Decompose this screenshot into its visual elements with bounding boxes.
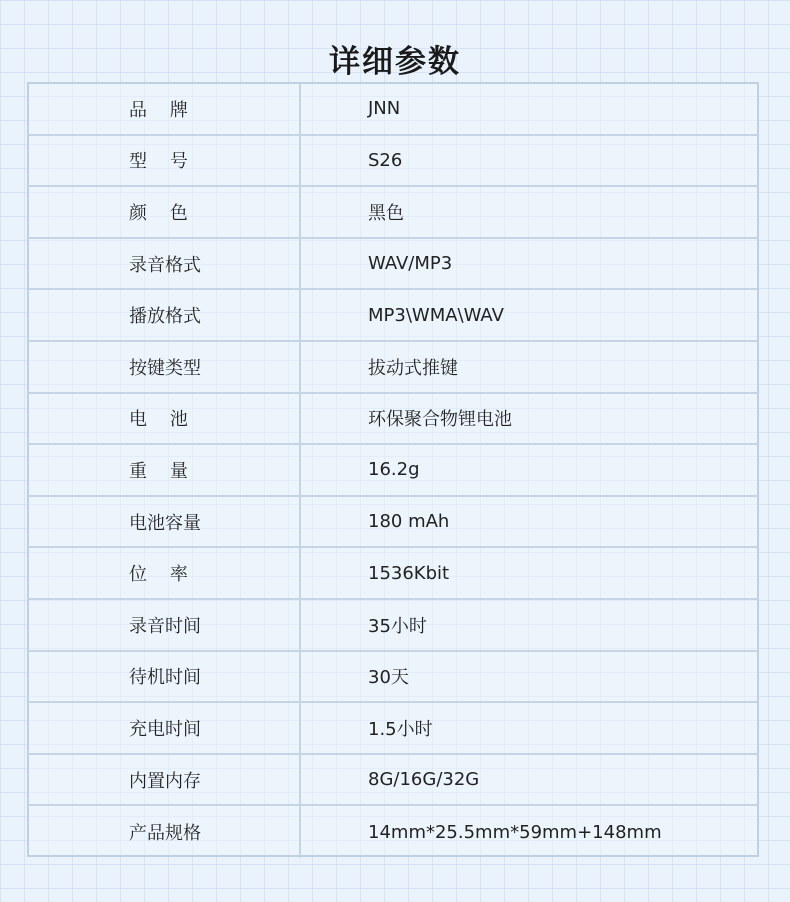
- spec-row-dimensions: [29, 806, 757, 858]
- spec-label: 录音格式: [29, 239, 301, 289]
- spec-label: 录音时间: [29, 600, 301, 650]
- spec-label: 品 牌: [29, 84, 301, 134]
- spec-label: 充电时间: [29, 703, 301, 753]
- spec-label: 电 池: [29, 394, 301, 444]
- spec-label: 按键类型: [29, 342, 301, 392]
- spec-row-memory: [29, 755, 757, 807]
- spec-value: 16.2g: [368, 459, 420, 481]
- spec-row-color: [29, 187, 757, 239]
- spec-row-charge-time: [29, 703, 757, 755]
- spec-row-standby-time: [29, 652, 757, 704]
- spec-label: 重 量: [29, 445, 301, 495]
- spec-row-battery: [29, 394, 757, 446]
- spec-label: 位 率: [29, 548, 301, 598]
- spec-value: WAV/MP3: [368, 253, 453, 275]
- spec-row-model: [29, 136, 757, 188]
- spec-label: 待机时间: [29, 652, 301, 702]
- spec-label: 内置内存: [29, 755, 301, 805]
- page-title: 详细参数: [329, 44, 461, 80]
- spec-row-bitrate: [29, 548, 757, 600]
- spec-value: 1.5小时: [368, 718, 433, 740]
- spec-value: 35小时: [368, 615, 427, 637]
- spec-label: 产品规格: [29, 806, 301, 858]
- spec-row-weight: [29, 445, 757, 497]
- spec-value: S26: [368, 149, 403, 171]
- spec-value: 1536Kbit: [368, 562, 450, 584]
- spec-row-play-format: [29, 290, 757, 342]
- spec-value: 拔动式推键: [368, 357, 458, 379]
- spec-row-key-type: [29, 342, 757, 394]
- spec-row-record-time: [29, 600, 757, 652]
- spec-value: JNN: [368, 98, 401, 120]
- spec-value: 180 mAh: [368, 511, 450, 533]
- spec-row-record-format: [29, 239, 757, 291]
- spec-value: 14mm*25.5mm*59mm+148mm: [368, 821, 662, 843]
- spec-label: 型 号: [29, 136, 301, 186]
- spec-row-brand: [29, 84, 757, 136]
- spec-label: 播放格式: [29, 290, 301, 340]
- spec-label: 电池容量: [29, 497, 301, 547]
- spec-value: 黑色: [368, 202, 404, 224]
- spec-value: 环保聚合物锂电池: [368, 409, 512, 431]
- spec-value: 30天: [368, 667, 409, 689]
- spec-value: MP3\WMA\WAV: [368, 304, 504, 326]
- spec-label: 颜 色: [29, 187, 301, 237]
- spec-value: 8G/16G/32G: [368, 769, 480, 791]
- spec-table: [27, 82, 759, 857]
- spec-row-battery-capacity: [29, 497, 757, 549]
